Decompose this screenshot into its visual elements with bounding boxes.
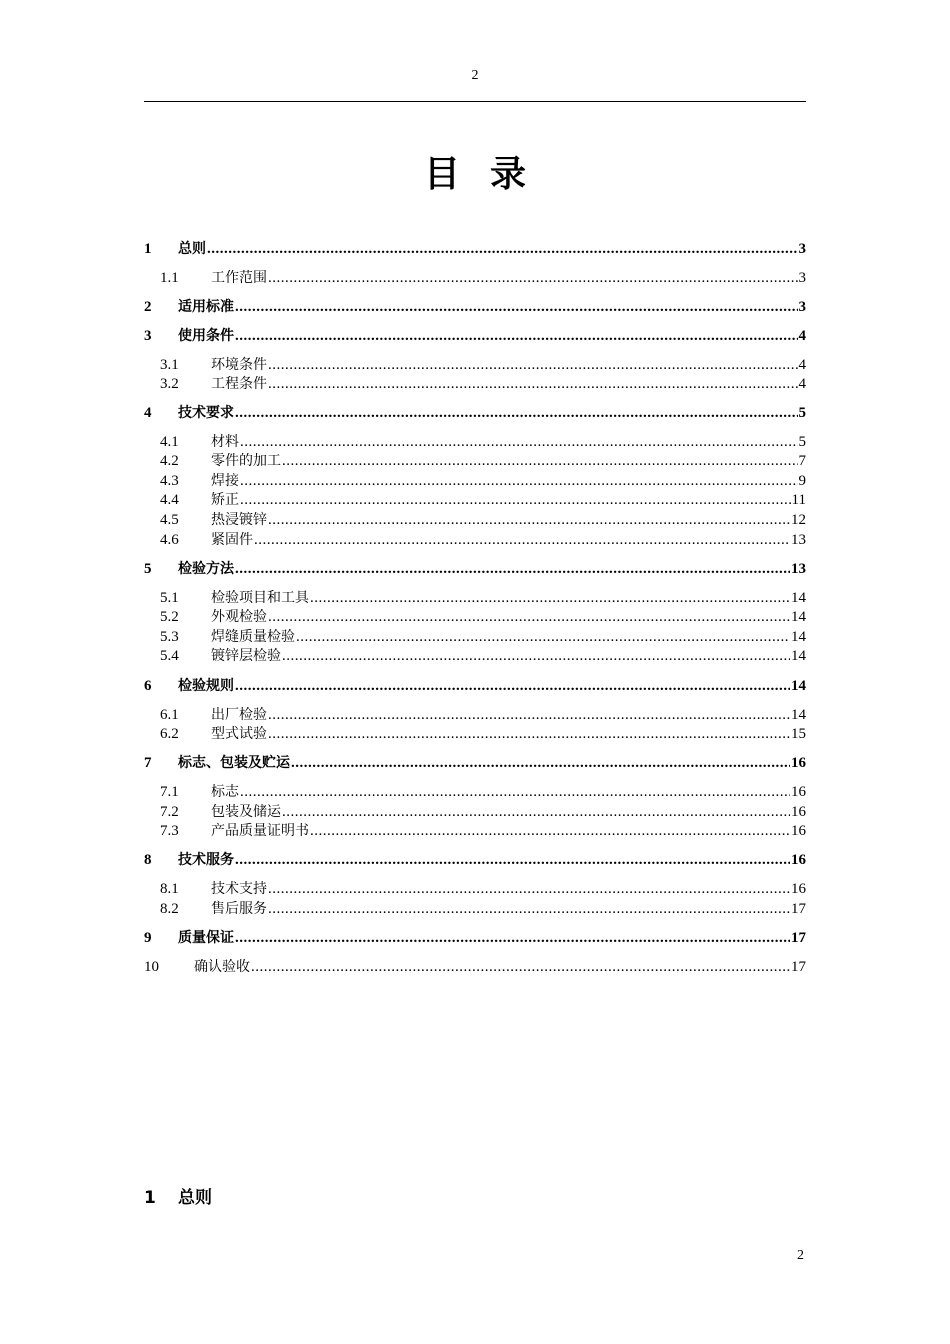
toc-dot-leader — [254, 531, 790, 550]
toc-entry-page: 14 — [791, 678, 806, 694]
toc-entry-page: 5 — [798, 434, 806, 450]
footer-page-number: 2 — [797, 1248, 804, 1263]
toc-dot-leader — [235, 929, 790, 948]
toc-dot-leader — [240, 433, 798, 452]
toc-dot-leader — [235, 298, 798, 317]
toc-entry-page: 17 — [791, 959, 806, 975]
toc-entry-page: 3 — [798, 299, 806, 315]
toc-entry-label: 紧固件 — [211, 532, 253, 548]
toc-entry-number: 5.1 — [160, 590, 179, 606]
toc-entry-number: 4.4 — [160, 492, 179, 508]
toc-entry-number: 8 — [144, 852, 152, 868]
toc-entry[interactable] — [144, 491, 806, 510]
header-divider — [144, 101, 806, 102]
toc-dot-leader — [268, 608, 790, 627]
toc-entry-page: 11 — [791, 492, 806, 508]
toc-entry-number: 6.2 — [160, 726, 179, 742]
toc-entry-number: 5.2 — [160, 609, 179, 625]
toc-entry-label: 总则 — [178, 241, 206, 257]
toc-entry-page: 17 — [791, 930, 806, 946]
toc-entry[interactable] — [144, 783, 806, 802]
toc-entry-label: 技术支持 — [211, 881, 267, 897]
toc-entry-page: 14 — [791, 648, 806, 664]
toc-entry-label: 型式试验 — [211, 726, 267, 742]
section-heading-label: 总则 — [178, 1188, 212, 1208]
toc-entry-label: 镀锌层检验 — [211, 648, 281, 664]
toc-entry-label: 焊接 — [211, 473, 239, 489]
toc-entry[interactable] — [144, 433, 806, 452]
toc-entry[interactable] — [144, 240, 806, 259]
toc-entry-label: 零件的加工 — [211, 453, 281, 469]
toc-dot-leader — [310, 822, 790, 841]
toc-entry-number: 5 — [144, 561, 152, 577]
toc-entry[interactable] — [144, 851, 806, 870]
toc-entry-page: 12 — [791, 512, 806, 528]
toc-entry-label: 售后服务 — [211, 901, 267, 917]
toc-entry-label: 确认验收 — [194, 959, 250, 975]
header-page-number: 2 — [471, 68, 479, 83]
toc-entry[interactable] — [144, 531, 806, 550]
toc-dot-leader — [268, 725, 790, 744]
toc-entry-page: 16 — [791, 823, 806, 839]
toc-dot-leader — [251, 958, 790, 977]
toc-entry[interactable] — [144, 628, 806, 647]
toc-entry-page: 13 — [791, 561, 806, 577]
toc-entry-page: 3 — [798, 270, 806, 286]
toc-entry[interactable] — [144, 900, 806, 919]
toc-entry[interactable] — [144, 511, 806, 530]
toc-entry-page: 15 — [791, 726, 806, 742]
toc-entry-number: 3.2 — [160, 376, 179, 392]
toc-entry-page: 3 — [798, 241, 806, 257]
toc-entry-label: 焊缝质量检验 — [211, 629, 295, 645]
toc-entry-number: 4.2 — [160, 453, 179, 469]
toc-dot-leader — [235, 404, 798, 423]
toc-dot-leader — [282, 452, 798, 471]
toc-entry-page: 4 — [798, 376, 806, 392]
toc-entry-number: 4 — [144, 405, 152, 421]
toc-entry[interactable] — [144, 880, 806, 899]
toc-entry-label: 矫正 — [211, 492, 239, 508]
toc-entry-label: 检验规则 — [178, 678, 234, 694]
toc-entry-number: 4.3 — [160, 473, 179, 489]
toc-entry-number: 7 — [144, 755, 152, 771]
toc-entry-number: 8.2 — [160, 901, 179, 917]
toc-entry-label: 检验项目和工具 — [211, 590, 309, 606]
toc-entry-page: 5 — [798, 405, 806, 421]
toc-entry[interactable] — [144, 327, 806, 346]
toc-entry-number: 6.1 — [160, 707, 179, 723]
toc-dot-leader — [240, 491, 791, 510]
toc-entry-number: 1.1 — [160, 270, 179, 286]
toc-entry[interactable] — [144, 929, 806, 948]
toc-entry[interactable] — [144, 298, 806, 317]
toc-entry[interactable] — [144, 725, 806, 744]
toc-dot-leader — [235, 677, 790, 696]
section-heading-number: 1 — [144, 1188, 156, 1208]
toc-entry[interactable] — [144, 677, 806, 696]
toc-entry-page: 16 — [791, 804, 806, 820]
toc-entry[interactable] — [144, 356, 806, 375]
toc-title: 目录 — [423, 154, 556, 195]
toc-dot-leader — [268, 706, 790, 725]
toc-entry[interactable] — [144, 822, 806, 841]
toc-dot-leader — [268, 356, 798, 375]
toc-entry[interactable] — [144, 647, 806, 666]
toc-entry-label: 包装及储运 — [211, 804, 281, 820]
toc-entry-number: 4.1 — [160, 434, 179, 450]
toc-entry[interactable] — [144, 375, 806, 394]
toc-entry-label: 产品质量证明书 — [211, 823, 309, 839]
toc-dot-leader — [268, 880, 790, 899]
toc-entry-page: 9 — [798, 473, 806, 489]
toc-entry-page: 17 — [791, 901, 806, 917]
toc-entry-label: 材料 — [211, 434, 239, 450]
toc-entry-page: 14 — [791, 629, 806, 645]
toc-entry[interactable] — [144, 452, 806, 471]
toc-entry-page: 16 — [791, 852, 806, 868]
toc-entry-number: 7.3 — [160, 823, 179, 839]
toc-dot-leader — [268, 511, 790, 530]
toc-entry-page: 14 — [791, 590, 806, 606]
toc-entry-number: 7.1 — [160, 784, 179, 800]
toc-entry-label: 标志、包装及贮运 — [178, 755, 290, 771]
toc-entry[interactable] — [144, 958, 806, 977]
toc-entry-label: 外观检验 — [211, 609, 267, 625]
toc-entry-label: 出厂检验 — [211, 707, 267, 723]
toc-entry-label: 检验方法 — [178, 561, 234, 577]
toc-dot-leader — [240, 783, 790, 802]
toc-entry-page: 16 — [791, 784, 806, 800]
toc-entry-label: 环境条件 — [211, 357, 267, 373]
toc-dot-leader — [268, 375, 798, 394]
toc-entry-number: 7.2 — [160, 804, 179, 820]
toc-entry-number: 3.1 — [160, 357, 179, 373]
toc-entry[interactable] — [144, 803, 806, 822]
toc-entry-number: 10 — [144, 959, 159, 975]
toc-entry-page: 16 — [791, 755, 806, 771]
toc-entry-label: 标志 — [211, 784, 239, 800]
toc-entry-number: 6 — [144, 678, 152, 694]
toc-entry-label: 使用条件 — [178, 328, 234, 344]
toc-entry-label: 技术要求 — [178, 405, 234, 421]
toc-dot-leader — [282, 647, 790, 666]
toc-dot-leader — [282, 803, 790, 822]
toc-entry-page: 13 — [791, 532, 806, 548]
toc-entry-number: 3 — [144, 328, 152, 344]
toc-entry[interactable] — [144, 589, 806, 608]
toc-entry[interactable] — [144, 472, 806, 491]
toc-entry[interactable] — [144, 754, 806, 773]
section-heading — [144, 1183, 212, 1208]
toc-entry-label: 热浸镀锌 — [211, 512, 267, 528]
toc-dot-leader — [235, 560, 790, 579]
toc-entry-number: 2 — [144, 299, 152, 315]
toc-entry-number: 5.3 — [160, 629, 179, 645]
toc-dot-leader — [291, 754, 790, 773]
toc-entry-number: 1 — [144, 241, 152, 257]
toc-entry-page: 14 — [791, 707, 806, 723]
toc-entry-page: 4 — [798, 328, 806, 344]
toc-entry-label: 质量保证 — [178, 930, 234, 946]
toc-dot-leader — [240, 472, 798, 491]
toc-entry[interactable] — [144, 608, 806, 627]
toc-dot-leader — [235, 851, 790, 870]
toc-entry-number: 9 — [144, 930, 152, 946]
toc-entry-page: 4 — [798, 357, 806, 373]
toc-entry-label: 适用标准 — [178, 299, 234, 315]
toc-dot-leader — [268, 900, 790, 919]
toc-entry[interactable] — [144, 706, 806, 725]
toc-entry-label: 工作范围 — [211, 270, 267, 286]
toc-dot-leader — [268, 269, 798, 288]
toc-entry[interactable] — [144, 404, 806, 423]
toc-entry-number: 5.4 — [160, 648, 179, 664]
toc-entry-page: 7 — [798, 453, 806, 469]
toc-entry-number: 4.5 — [160, 512, 179, 528]
toc-entry[interactable] — [144, 560, 806, 579]
toc-entry-label: 工程条件 — [211, 376, 267, 392]
toc-entry-number: 8.1 — [160, 881, 179, 897]
toc-entry[interactable] — [144, 269, 806, 288]
toc-dot-leader — [310, 589, 790, 608]
toc-dot-leader — [296, 628, 790, 647]
toc-dot-leader — [235, 327, 798, 346]
toc-entry-number: 4.6 — [160, 532, 179, 548]
toc-entry-page: 14 — [791, 609, 806, 625]
toc-entry-label: 技术服务 — [178, 852, 234, 868]
toc-entry-page: 16 — [791, 881, 806, 897]
toc-dot-leader — [207, 240, 798, 259]
